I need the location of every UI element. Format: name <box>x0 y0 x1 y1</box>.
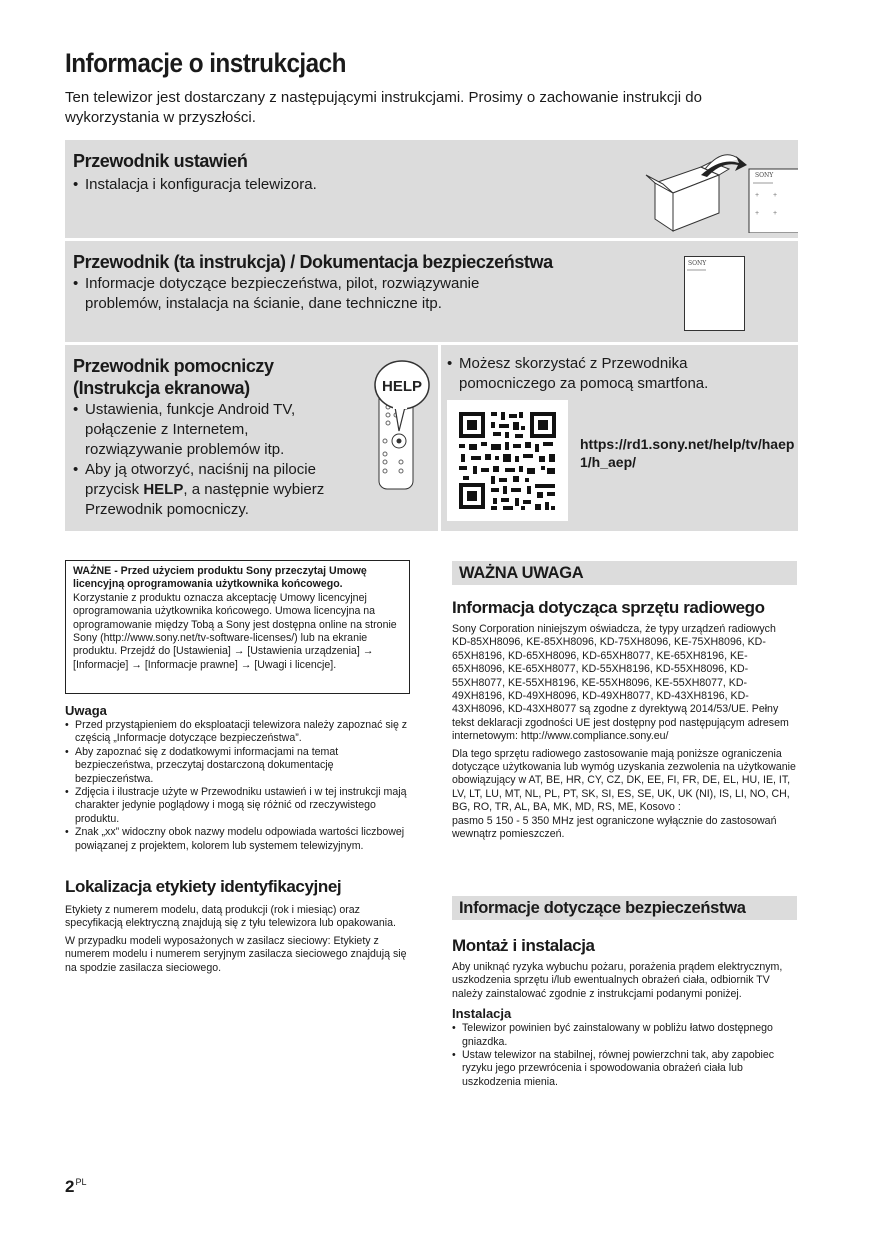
manual-guide-box <box>65 241 798 342</box>
important-notice-bar: WAŻNA UWAGA <box>452 561 797 585</box>
setup-guide-title: Przewodnik ustawień <box>73 151 248 171</box>
uwaga-item: • Przed przystąpieniem do eksploatacji telewizora należy zapoznać się z częścią „Informacje dotyczące bezpieczeństwa”. <box>65 719 410 746</box>
setup-guide-box <box>65 140 798 238</box>
radio-info-p3: pasmo 5 150 - 5 350 MHz jest ograniczone wyłącznie do zastosowań wewnątrz pomieszczeń. <box>452 814 777 841</box>
page-title: Informacje o instrukcjach <box>65 48 346 78</box>
label-location-p1: Etykiety z numerem modelu, datą produkcji (rok i miesiąc) oraz specyfikacją elektryczną znajdują się z tyłu telewizora lub opakowania. <box>65 904 396 930</box>
help-url-link[interactable]: https://rd1.sony.net/help/tv/haep1/h_aep/ <box>580 436 795 470</box>
manual-guide-bullet: • Informacje dotyczące bezpieczeństwa, pilot, rozwiązywanie problemów, instalacja na ścianie, dane techniczne itp. <box>73 274 555 314</box>
install-item: • Ustaw telewizor na stabilnej, równej powierzchni tak, aby zapobiec ryzyku jego przewrócenia i spowodowania obrażeń ciała lub uszkodzenia mienia. <box>452 1049 797 1089</box>
svg-text:+: + <box>773 210 778 217</box>
svg-text:+: + <box>773 192 778 199</box>
label-location-title: Lokalizacja etykiety identyfikacyjnej <box>65 877 342 896</box>
install-item: • Telewizor powinien być zainstalowany w pobliżu łatwo dostępnego gniazdka. <box>452 1022 797 1049</box>
box-open-icon <box>643 153 798 233</box>
help-guide-box <box>65 345 438 531</box>
mount-install-title: Montaż i instalacja <box>452 936 595 955</box>
label-location-p2: W przypadku modeli wyposażonych w zasilacz sieciowy: Etykiety z numerem modelu i numerem seryjnym zasilacza sieciowego znajdują się na spodzie zasilacza sieciowego. <box>65 934 407 974</box>
radio-info-p1: Sony Corporation niniejszym oświadcza, że typy urządzeń radiowych KD-85XH8096, KE-85XH8096, KD-75XH8096, KE-75XH8096, KD-65XH8196, KD-65XH8096, KD-65XH8077, KE-65XH8196, KE-65XH8096, KE-65XH8077, KD-55XH8196, KD-55XH8096, KD-55XH8077, KE-55XH8196, KE-55XH8096, KE-55XH8077, KD-49XH8196, KD-49XH8096, KD-49XH8077, KD-43XH8196, KD-43XH8096, KD-43XH8077 są zgodne z dyrektywą 2014/53/UE. Pełny tekst deklaracji zgodności UE jest dostępny pod następującym adresem internetowym: http://www.compliance.sony.eu/ <box>452 623 789 743</box>
license-notice-box <box>65 560 410 694</box>
manual-guide-title: Przewodnik (ta instrukcja) / Dokumentacja bezpieczeństwa <box>73 252 553 272</box>
svg-text:+: + <box>755 210 760 217</box>
setup-guide-bullet: • Instalacja i konfiguracja telewizora. <box>73 175 605 195</box>
help-guide-bullet-1: • Ustawienia, funkcje Android TV, połączenie z Internetem, rozwiązywanie problemów itp. <box>73 400 343 460</box>
uwaga-item: • Znak „xx” widoczny obok nazwy modelu odpowiada wartości liczbowej powiązanej z projektem, kolorem lub systemem telewizyjnym. <box>65 826 410 853</box>
svg-text:+: + <box>755 192 760 199</box>
intro-text: Ten telewizor jest dostarczany z następującymi instrukcjami. Prosimy o zachowanie instrukcji do wykorzystania w przyszłości. <box>65 89 702 126</box>
qr-code[interactable] <box>447 400 568 521</box>
radio-info-title: Informacja dotycząca sprzętu radiowego <box>452 598 765 617</box>
uwaga-item: • Zdjęcia i ilustracje użyte w Przewodniku ustawień i w tej instrukcji mają charakter jedynie poglądowy i mogą się różnić od rzeczywistego produktu. <box>65 786 410 826</box>
help-guide-title: Przewodnik pomocniczy (Instrukcja ekranowa) <box>73 356 274 398</box>
safety-info-bar: Informacje dotyczące bezpieczeństwa <box>452 896 797 920</box>
smartphone-bullet: • Możesz skorzystać z Przewodnika pomocniczego za pomocą smartfona. <box>447 354 759 394</box>
uwaga-item: • Aby zapoznać się z dodatkowymi informacjami na temat bezpieczeństwa, przeczytaj dostarczoną dokumentację bezpieczeństwa. <box>65 746 410 786</box>
manual-booklet-icon <box>684 256 746 332</box>
license-notice-heading: WAŻNE - Przed użyciem produktu Sony przeczytaj Umowę licencyjną oprogramowania użytkownika końcowego. <box>73 565 367 591</box>
sony-logo-small: SONY <box>688 260 707 267</box>
help-guide-bullet-2: • Aby ją otworzyć, naciśnij na pilocie przycisk HELP, a następnie wybierz Przewodnik pomocniczy. <box>73 460 343 520</box>
remote-help-icon <box>371 359 433 491</box>
smartphone-help-box <box>441 345 798 531</box>
page-number: $2^{PL}$ <box>65 1177 87 1196</box>
license-notice-body: Korzystanie z produktu oznacza akceptację Umowy licencyjnej oprogramowania użytkownika końcowego. Umowa licencyjna na oprogramowanie między Tobą a Sony jest dostępna online na stronie Sony (http://www.sony.net/tv-software-licenses/) lub na ekranie produktu. Przejdź do [Ustawienia] → [Ustawienia urządzenia] → [Informacje] → [Informacje prawne] → [Uwagi i licencje]. <box>73 591 397 671</box>
mount-install-p: Aby uniknąć ryzyka wybuchu pożaru, porażenia prądem elektrycznym, uszkodzenia sprzętu i/lub ewentualnych obrażeń ciała, odbiornik TV należy zainstalować zgodnie z instrukcjami podanymi poniżej. <box>452 961 783 1000</box>
help-label: HELP <box>381 378 423 395</box>
sony-logo-small: SONY <box>755 172 774 179</box>
uwaga-title: Uwaga <box>65 703 107 718</box>
install-title: Instalacja <box>452 1006 512 1022</box>
radio-info-p2: Dla tego sprzętu radiowego zastosowanie mają poniższe ograniczenia dotyczące użytkowania lub wymóg uzyskania zezwolenia na użytkowanie obowiązujący w AT, BE, HR, CY, CZ, DK, EE, FI, FR, DE, EL, HU, IE, IT, LV, LT, LU, MT, NL, PL, PT, SK, SI, ES, SE, UK, UK (NI), IS, LI, NO, CH, BG, RO, TR, AL, BA, MK, MD, RS, ME, Kosovo : <box>452 747 796 814</box>
